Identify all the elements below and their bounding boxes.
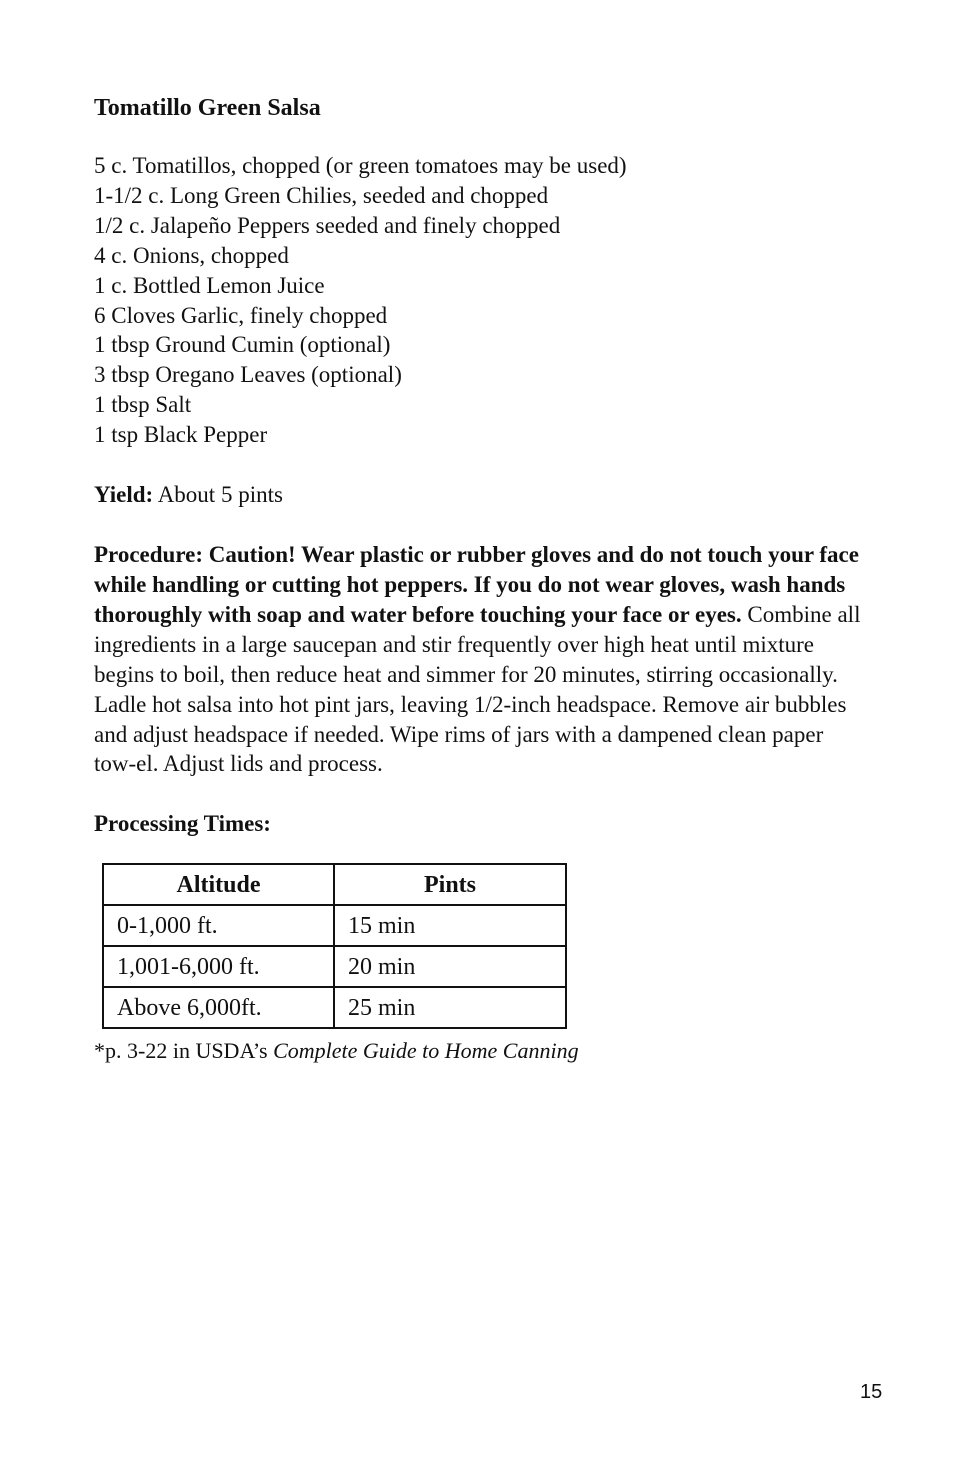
procedure-caution: Procedure: Caution! Wear plastic or rubber gloves and do not touch your face while handling or cutting hot peppers. If you do not wear gloves, wash hands thoroughly with soap and water before touching your face or eyes. [94, 542, 859, 627]
footnote [94, 1037, 864, 1065]
ingredient-item: 1 tsp Black Pepper [94, 422, 268, 448]
procedure [94, 540, 864, 779]
ingredient-item: 1-1/2 c. Long Green Chilies, seeded and chopped [94, 182, 549, 208]
time-cell: 15 min [334, 905, 566, 946]
procedure-steps: Combine all ingredients in a large saucepan and stir frequently over high heat until mixture begins to boil, then reduce heat and simmer for 20 minutes, stirring occasionally. Ladle hot salsa into hot pint jars, leaving 1/2-inch headspace. Remove air bubbles and adjust headspace if needed. Wipe rims of jars with a dampened clean paper tow-el. Adjust lids and process. [94, 601, 861, 777]
altitude-cell: 1,001-6,000 ft. [103, 946, 334, 987]
time-cell: 20 min [334, 946, 566, 987]
table-header-row [103, 864, 566, 905]
footnote-source-title: Complete Guide to Home Canning [273, 1038, 579, 1064]
footnote-prefix: *p. 3-22 in USDA’s [94, 1038, 268, 1064]
ingredient-list [94, 151, 864, 450]
yield [94, 480, 864, 510]
ingredient-item: 1/2 c. Jalapeño Peppers seeded and finely chopped [94, 212, 561, 238]
recipe-title: Tomatillo Green Salsa [94, 95, 321, 121]
column-header-pints: Pints [334, 864, 566, 905]
ingredient-item: 1 tbsp Salt [94, 392, 192, 418]
table-row [103, 987, 566, 1028]
yield-value: About 5 pints [157, 482, 283, 508]
ingredient-item: 5 c. Tomatillos, chopped (or green tomatoes may be used) [94, 153, 627, 178]
altitude-cell: Above 6,000ft. [103, 987, 334, 1028]
ingredient-item: 1 tbsp Ground Cumin (optional) [94, 332, 391, 358]
ingredient-item: 4 c. Onions, chopped [94, 242, 289, 268]
column-header-altitude: Altitude [103, 864, 334, 905]
yield-label: Yield: [94, 482, 154, 508]
table-row [103, 905, 566, 946]
page-number: 15 [860, 1381, 883, 1403]
time-cell: 25 min [334, 987, 566, 1028]
table-row [103, 946, 566, 987]
recipe-page [94, 92, 864, 1065]
processing-times-table [102, 863, 567, 1029]
ingredient-item: 6 Cloves Garlic, finely chopped [94, 302, 388, 328]
ingredient-item: 3 tbsp Oregano Leaves (optional) [94, 362, 402, 388]
ingredient-item: 1 c. Bottled Lemon Juice [94, 272, 325, 298]
processing-times-heading: Processing Times: [94, 811, 271, 837]
altitude-cell: 0-1,000 ft. [103, 905, 334, 946]
